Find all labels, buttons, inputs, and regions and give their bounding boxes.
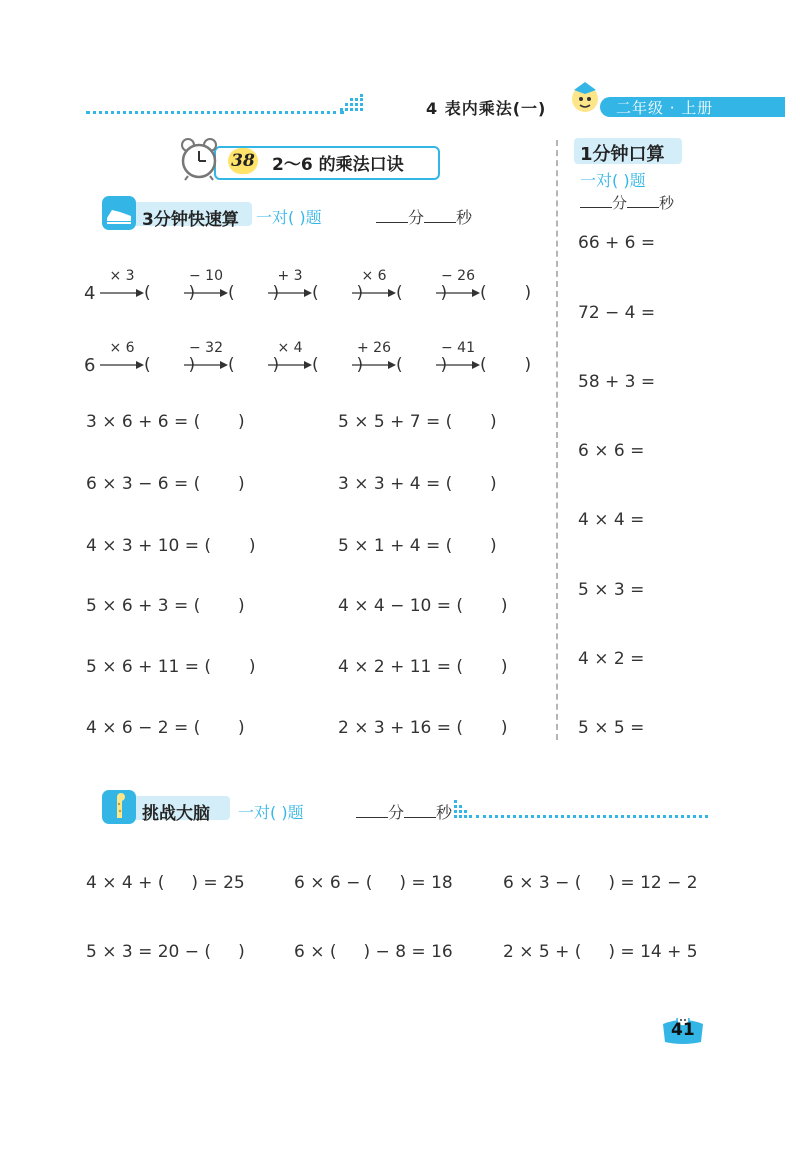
equation-left[interactable]: 5 × 6 + 11 = ( ) xyxy=(86,657,256,677)
answer-blank[interactable]: ( ) xyxy=(312,355,364,375)
chain-step xyxy=(184,340,280,384)
second-label: 秒 xyxy=(456,208,473,227)
chain-step xyxy=(100,340,196,384)
equation-left[interactable]: 4 × 3 + 10 = ( ) xyxy=(86,536,256,556)
answer-blank[interactable]: ( ) xyxy=(396,283,448,303)
answer-blank[interactable]: ( ) xyxy=(144,283,196,303)
giraffe-icon xyxy=(102,790,136,824)
minute-label: 分 xyxy=(408,208,425,227)
oral-item[interactable]: 4 × 2 = xyxy=(578,649,645,669)
chain-start: 6 xyxy=(84,355,96,376)
minute-label: 分 xyxy=(612,194,628,212)
chain-operator: × 3 xyxy=(109,268,135,284)
arrow-right-icon xyxy=(184,360,228,370)
unit-title: 4 表内乘法(一) xyxy=(426,99,547,118)
equation-right[interactable]: 4 × 2 + 11 = ( ) xyxy=(338,657,508,677)
oral-item[interactable]: 66 + 6 = xyxy=(578,233,656,253)
chain-operator: − 41 xyxy=(441,340,475,356)
arrow-right-icon xyxy=(436,288,480,298)
answer-blank[interactable]: ( ) xyxy=(396,355,448,375)
equation-left[interactable]: 4 × 6 − 2 = ( ) xyxy=(86,718,245,738)
arrow-right-icon xyxy=(352,288,396,298)
chain-step xyxy=(436,340,532,384)
oral-item[interactable]: 5 × 5 = xyxy=(578,718,645,738)
chain-operator: − 10 xyxy=(189,268,223,284)
chain-step xyxy=(268,340,364,384)
challenge-equation[interactable]: 2 × 5 + ( ) = 14 + 5 xyxy=(503,942,698,962)
chain-step xyxy=(268,268,364,312)
arrow-right-icon xyxy=(268,288,312,298)
second-label: 秒 xyxy=(659,194,675,212)
challenge-dotted-rule xyxy=(476,815,708,818)
arrow-right-icon xyxy=(436,360,480,370)
chain-operator: + 3 xyxy=(277,268,303,284)
oral-time xyxy=(580,192,674,213)
chain-operator: − 26 xyxy=(441,268,475,284)
oral-correct-count: 一对( )题 xyxy=(580,171,646,190)
challenge-equation[interactable]: 4 × 4 + ( ) = 25 xyxy=(86,873,245,893)
sneaker-icon xyxy=(102,196,136,230)
arrow-right-icon xyxy=(184,288,228,298)
challenge-equation[interactable]: 6 × 3 − ( ) = 12 − 2 xyxy=(503,873,698,893)
challenge-section-title: 挑战大脑 xyxy=(142,804,210,824)
header-dotted-rule xyxy=(86,111,344,114)
answer-blank[interactable]: ( ) xyxy=(228,283,280,303)
arrow-right-icon xyxy=(352,360,396,370)
oral-section-title: 1分钟口算 xyxy=(580,144,665,165)
equation-left[interactable]: 6 × 3 − 6 = ( ) xyxy=(86,474,245,494)
chain-step xyxy=(352,340,448,384)
grade-label: 二年级 · 上册 xyxy=(616,99,714,117)
speed-section-title: 3分钟快速算 xyxy=(142,210,239,230)
equation-right[interactable]: 5 × 5 + 7 = ( ) xyxy=(338,412,497,432)
chain-step xyxy=(352,268,448,312)
equation-right[interactable]: 2 × 3 + 16 = ( ) xyxy=(338,718,508,738)
lesson-title: 2～6 的乘法口诀 xyxy=(272,155,404,175)
answer-blank[interactable]: ( ) xyxy=(480,283,532,303)
challenge-time xyxy=(356,800,452,823)
equation-right[interactable]: 4 × 4 − 10 = ( ) xyxy=(338,596,508,616)
second-label: 秒 xyxy=(436,803,453,822)
chain-operator: − 32 xyxy=(189,340,223,356)
chain-operator: × 6 xyxy=(109,340,135,356)
column-divider xyxy=(556,140,558,740)
chain-step xyxy=(436,268,532,312)
speed-time xyxy=(376,205,472,228)
chain-operator: × 6 xyxy=(361,268,387,284)
answer-blank[interactable]: ( ) xyxy=(144,355,196,375)
answer-blank[interactable]: ( ) xyxy=(228,355,280,375)
answer-blank[interactable]: ( ) xyxy=(312,283,364,303)
arrow-chain-2 xyxy=(84,340,534,384)
speed-correct-count: 一对( )题 xyxy=(256,208,322,227)
answer-blank[interactable]: ( ) xyxy=(480,355,532,375)
lesson-number: 38 xyxy=(228,148,258,174)
arrow-right-icon xyxy=(268,360,312,370)
page-number: 41 xyxy=(671,1020,695,1040)
chain-step xyxy=(100,268,196,312)
oral-item[interactable]: 4 × 4 = xyxy=(578,510,645,530)
oral-item[interactable]: 6 × 6 = xyxy=(578,441,645,461)
equation-left[interactable]: 5 × 6 + 3 = ( ) xyxy=(86,596,245,616)
chain-operator: × 4 xyxy=(277,340,303,356)
challenge-bars-icon xyxy=(454,800,476,818)
arrow-right-icon xyxy=(100,360,144,370)
challenge-equation[interactable]: 6 × 6 − ( ) = 18 xyxy=(294,873,453,893)
oral-item[interactable]: 5 × 3 = xyxy=(578,580,645,600)
oral-item[interactable]: 72 − 4 = xyxy=(578,303,656,323)
oral-item[interactable]: 58 + 3 = xyxy=(578,372,656,392)
arrow-chain-1 xyxy=(84,268,534,312)
alarm-clock-icon xyxy=(176,136,222,182)
challenge-equation[interactable]: 6 × ( ) − 8 = 16 xyxy=(294,942,453,962)
equation-right[interactable]: 5 × 1 + 4 = ( ) xyxy=(338,536,497,556)
challenge-correct-count: 一对( )题 xyxy=(238,803,304,822)
grade-mascot-icon xyxy=(566,78,604,116)
chain-step xyxy=(184,268,280,312)
header-bars-icon xyxy=(340,94,364,112)
chain-start: 4 xyxy=(84,283,96,304)
equation-right[interactable]: 3 × 3 + 4 = ( ) xyxy=(338,474,497,494)
arrow-right-icon xyxy=(100,288,144,298)
minute-label: 分 xyxy=(388,803,405,822)
chain-operator: + 26 xyxy=(357,340,391,356)
challenge-equation[interactable]: 5 × 3 = 20 − ( ) xyxy=(86,942,245,962)
equation-left[interactable]: 3 × 6 + 6 = ( ) xyxy=(86,412,245,432)
